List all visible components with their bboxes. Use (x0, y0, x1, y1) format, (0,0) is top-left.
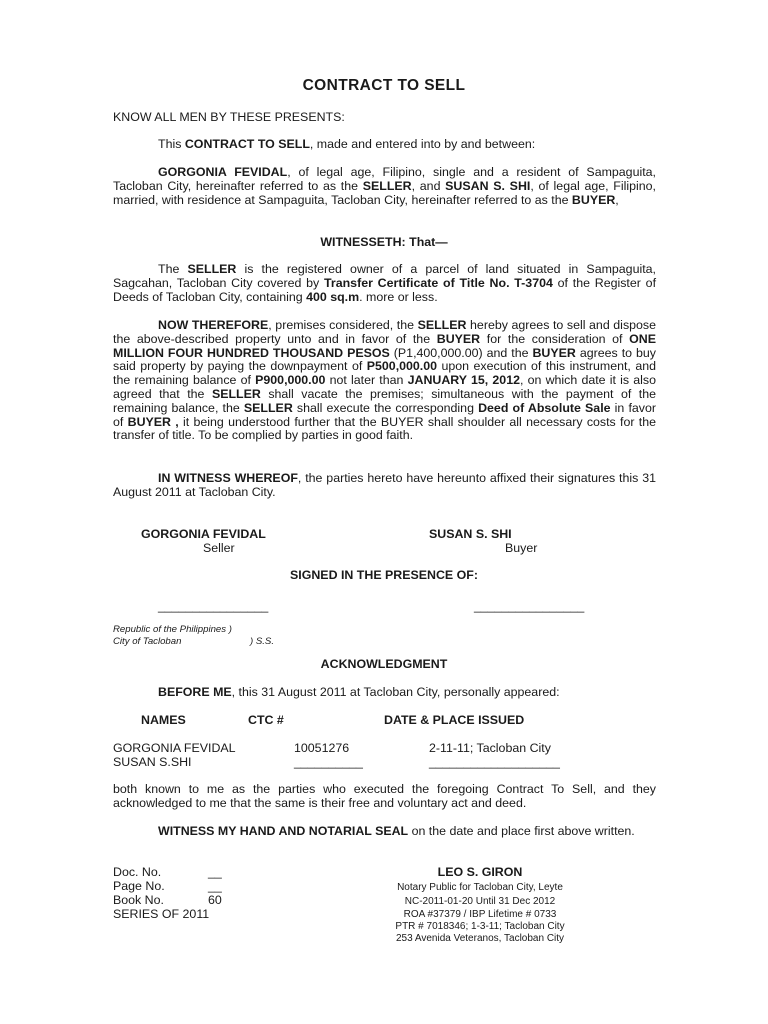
table-row-1-name: GORGONIA FEVIDAL (113, 741, 236, 755)
notary-line-3: ROA #37379 / IBP Lifetime # 0733 (403, 909, 557, 920)
witness-whereof-paragraph: IN WITNESS WHEREOF, the parties hereto have hereunto affixed their signatures this 31 August 2011 at Tacloban City. (113, 471, 656, 499)
table-header-date-place: DATE & PLACE ISSUED (384, 713, 525, 727)
acknowledgment-heading: ACKNOWLEDGMENT (320, 657, 448, 671)
seller-signature-role: Seller (203, 541, 235, 555)
intro-paragraph: This CONTRACT TO SELL, made and entered into by and between: (158, 137, 536, 151)
venue-line-1: Republic of the Philippines ) (113, 624, 232, 635)
terms-paragraph: NOW THEREFORE, premises considered, the SELLER hereby agrees to sell and dispose the above-described property unto and in favor of the BUYER for the consideration of ONE MILLION FOUR HUNDRED THOUSAND PESOS (P1,400,000.00) and the BUYER agrees to buy said property by paying the downpayment of P500,000.00 upon execution of this instrument, and the remaining balance of P900,000.00 not later than JANUARY 15, 2012, on which date it is also agreed that the SELLER shall vacate the premises; simultaneous with the payment of the remaining balance, the SELLER shall execute the corresponding Deed of Absolute Sale in favor of BUYER , it being understood further that the BUYER shall shoulder all necessary costs for the transfer of title. To be complied by parties in good faith. (113, 318, 657, 443)
opening-line: KNOW ALL MEN BY THESE PRESENTS: (113, 110, 345, 124)
notary-line-4: PTR # 7018346; 1-3-11; Tacloban City (395, 921, 565, 932)
table-row-1-ctc: 10051276 (294, 741, 350, 755)
venue-line-2b: ) S.S. (250, 636, 274, 647)
notary-line-5: 253 Avenida Veteranos, Tacloban City (395, 933, 565, 944)
table-row-2-date-place: ___________________ (429, 755, 560, 769)
table-row-1-date-place: 2-11-11; Tacloban City (429, 741, 551, 755)
seller-signature-name: GORGONIA FEVIDAL (141, 527, 266, 541)
table-row-2-ctc: __________ (294, 755, 363, 769)
notary-line-2: NC-2011-01-20 Until 31 Dec 2012 (404, 896, 556, 907)
witness-signature-line-left: ________________ (158, 599, 269, 613)
doc-no-label: Doc. No. (113, 865, 162, 879)
venue-line-2a: City of Tacloban (113, 636, 182, 647)
notary-line-1: Notary Public for Tacloban City, Leyte (397, 882, 563, 893)
table-row-2-name: SUSAN S.SHI (113, 755, 192, 769)
table-header-ctc: CTC # (248, 713, 284, 727)
table-header-names: NAMES (141, 713, 186, 727)
notary-name: LEO S. GIRON (437, 865, 523, 879)
document-title: CONTRACT TO SELL (302, 77, 466, 94)
series-label: SERIES OF 2011 (113, 907, 210, 921)
acknowledgment-intro: BEFORE ME, this 31 August 2011 at Tacloban City, personally appeared: (158, 685, 560, 699)
buyer-signature-role: Buyer (505, 541, 538, 555)
buyer-signature-name: SUSAN S. SHI (429, 527, 512, 541)
page-no-value: __ (208, 879, 222, 893)
page-no-label: Page No. (113, 879, 165, 893)
acknowledgment-body: both known to me as the parties who executed the foregoing Contract To Sell, and they acknowledged to me that the same is their free and voluntary act and deed. (113, 782, 656, 810)
book-no-value: 60 (208, 893, 222, 907)
presence-heading: SIGNED IN THE PRESENCE OF: (290, 568, 478, 582)
witnesseth-heading: WITNESSETH: That— (320, 235, 448, 249)
doc-no-value: __ (208, 865, 222, 879)
notarial-seal-paragraph: WITNESS MY HAND AND NOTARIAL SEAL on the date and place first above written. (158, 824, 635, 838)
witness-signature-line-right: ________________ (474, 599, 585, 613)
book-no-label: Book No. (113, 893, 164, 907)
parties-paragraph: GORGONIA FEVIDAL, of legal age, Filipino, single and a resident of Sampaguita, Tacloban City, hereinafter referred to as the SELLER, and SUSAN S. SHI, of legal age, Filipino, married, with residence at Sampaguita, Tacloban City, hereinafter referred to as the BUYER, (113, 165, 656, 207)
property-paragraph: The SELLER is the registered owner of a parcel of land situated in Sampaguita, Sagcahan, Tacloban City covered by Transfer Certificate of Title No. T-3704 of the Register of Deeds of Tacloban City, containing 400 sq.m. more or less. (113, 262, 657, 304)
